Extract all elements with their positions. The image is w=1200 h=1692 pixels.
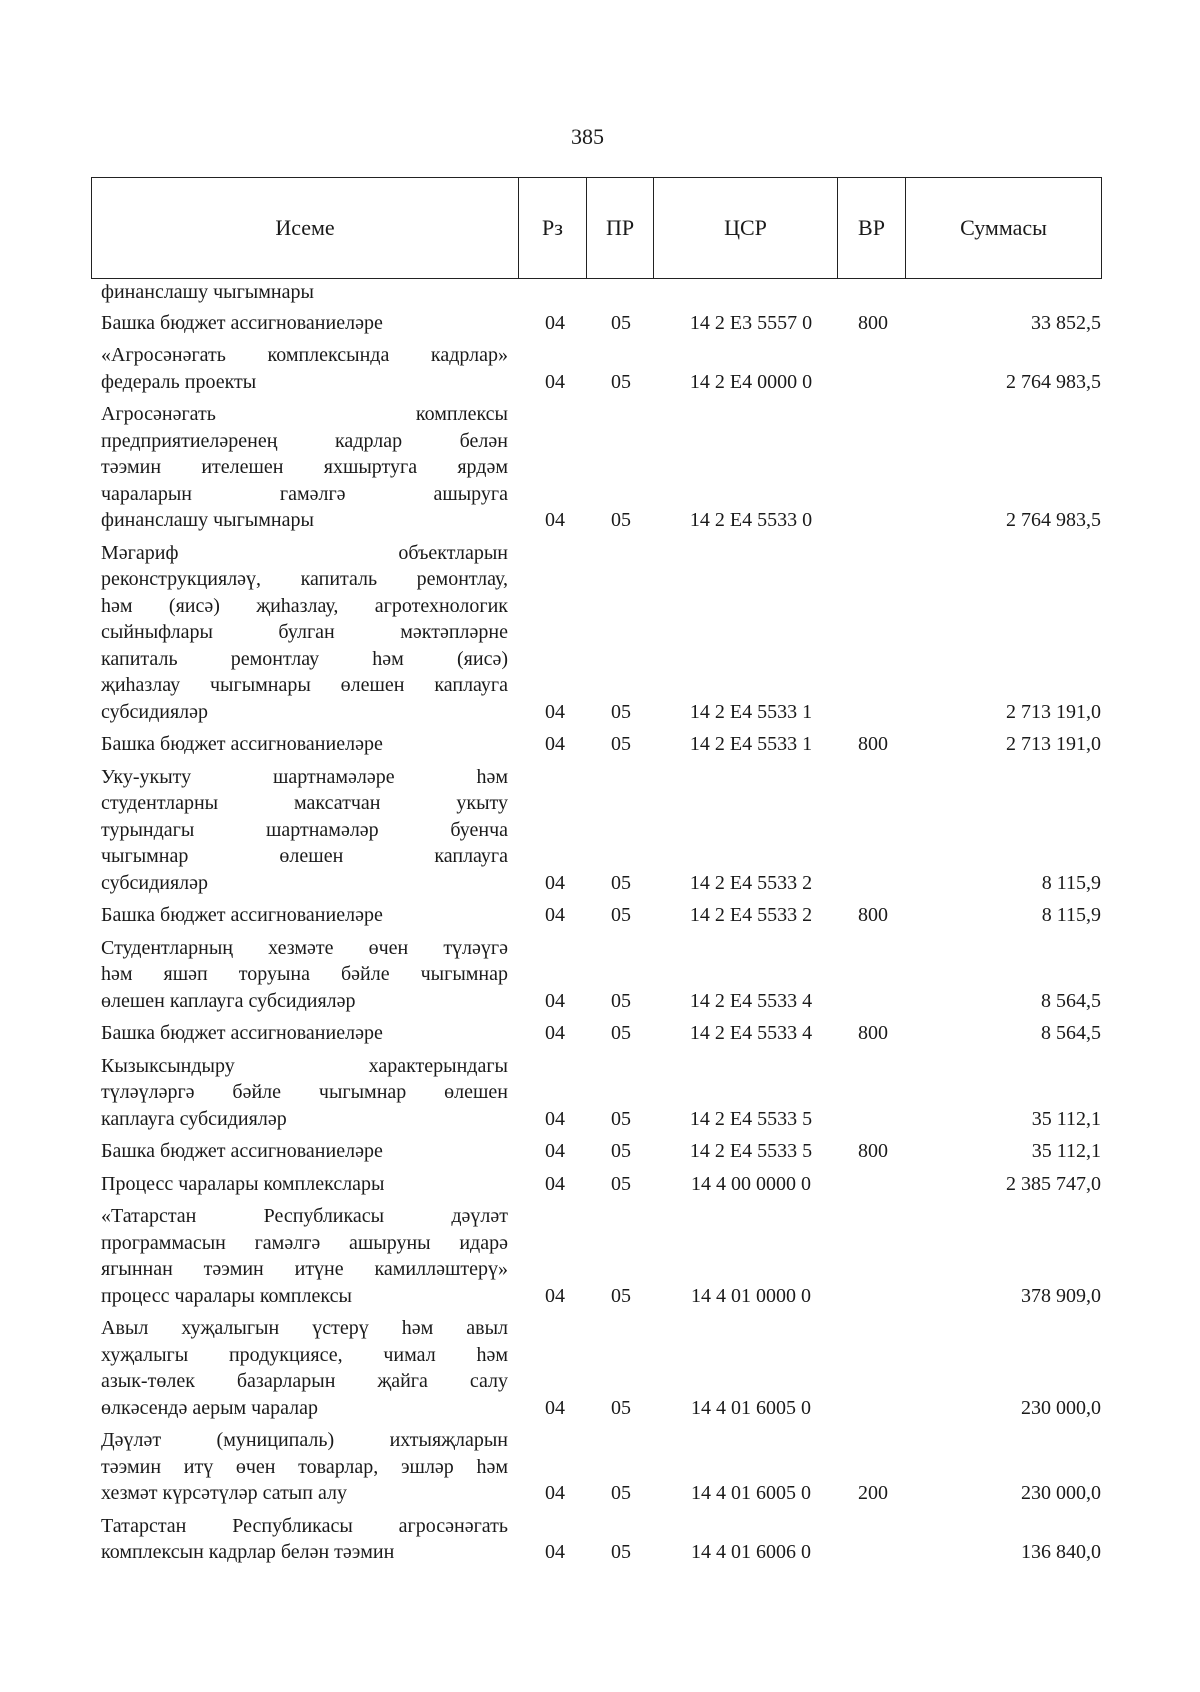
row-name-line: чыгымнар өлешен каплауга [101, 845, 508, 867]
row-rz: 04 [545, 1541, 565, 1563]
row-rz: 04 [545, 733, 565, 755]
row-name [101, 1513, 508, 1566]
row-rz: 04 [545, 311, 565, 334]
row-vr: 800 [858, 311, 888, 334]
row-sum: 2 713 191,0 [1006, 733, 1101, 755]
row-name [101, 1427, 508, 1507]
row-name-line: Башка бюджет ассигнованиеләре [101, 733, 383, 755]
row-name-line: студентларны максатчан укыту [101, 792, 508, 814]
row-name-line: түләүләргә бәйле чыгымнар өлешен [101, 1081, 508, 1103]
row-name-line: процесс чаралары комплексы [101, 1284, 352, 1307]
row-csr: 14 2 Е3 5557 0 [689, 311, 813, 334]
row-rz: 04 [545, 509, 565, 531]
row-pr: 05 [611, 1396, 631, 1419]
row-pr: 05 [611, 1541, 631, 1563]
table-row [101, 342, 1101, 395]
row-name [101, 764, 508, 897]
table-row [101, 731, 1101, 758]
row-csr: 14 2 Е4 5533 1 [689, 700, 813, 723]
row-name-line: финанслашу чыгымнары [101, 281, 314, 303]
row-sum: 230 000,0 [1021, 1482, 1101, 1504]
row-name-line: предприятиеләренең кадрлар белән [101, 429, 508, 452]
table-row [101, 540, 1101, 726]
row-sum: 2 385 747,0 [1006, 1172, 1101, 1195]
row-name-line: өлкәсендә аерым чаралар [101, 1396, 319, 1419]
row-name-line: Авыл хуҗалыгын үстерү һәм авыл [101, 1317, 508, 1339]
table-row [101, 764, 1101, 897]
row-name-line: һәм (яисә) җиһазлау, агротехнологик [101, 594, 508, 617]
row-name-line: Башка бюджет ассигнованиеләре [101, 1022, 383, 1044]
table-body [101, 279, 1101, 1572]
row-rz: 04 [545, 989, 565, 1012]
row-sum: 33 852,5 [1031, 311, 1101, 334]
row-name-line: Агросәнәгать комплексы [101, 403, 508, 425]
row-name-line: тәэмин итү өчен товарлар, эшләр һәм [101, 1455, 508, 1478]
table-row [101, 1053, 1101, 1133]
row-name-line: Татарстан Республикасы агросәнәгать [101, 1514, 508, 1537]
row-sum: 35 112,1 [1031, 1140, 1101, 1162]
row-rz: 04 [545, 1396, 565, 1419]
row-name-line: Башка бюджет ассигнованиеләре [101, 311, 383, 334]
row-csr: 14 2 Е4 5533 4 [689, 989, 813, 1012]
row-csr: 14 4 01 6005 0 [691, 1482, 811, 1504]
row-sum: 230 000,0 [1021, 1396, 1101, 1419]
page-number: 385 [571, 124, 604, 149]
row-csr: 14 2 Е4 5533 2 [689, 904, 813, 926]
row-sum: 8 564,5 [1041, 989, 1101, 1012]
row-pr: 05 [611, 509, 631, 531]
row-vr: 800 [858, 904, 888, 926]
row-rz: 04 [545, 1140, 565, 1162]
row-pr: 05 [611, 989, 631, 1012]
row-sum: 8 115,9 [1041, 871, 1101, 894]
row-sum: 35 112,1 [1031, 1107, 1101, 1130]
row-name-line: чараларын гамәлгә ашыруга [101, 482, 508, 505]
row-sum: 2 764 983,5 [1006, 370, 1101, 393]
row-name-line: хезмәт күрсәтүләр сатып алу [101, 1482, 347, 1504]
row-name [101, 1020, 508, 1047]
row-pr: 05 [611, 904, 631, 926]
row-vr: 800 [858, 1140, 888, 1162]
row-rz: 04 [545, 1172, 565, 1195]
table-row [101, 1171, 1101, 1198]
row-name [101, 342, 508, 395]
row-name-line: «Агросәнәгать комплексында кадрлар» [101, 344, 508, 366]
row-name-line: сыйныфлары булган мәктәпләрне [101, 621, 508, 643]
table-row [101, 1315, 1101, 1421]
table-row [101, 1513, 1101, 1566]
row-name-line: субсидияләр [101, 700, 209, 723]
row-name-line: һәм яшәп торуына бәйле чыгымнар [101, 963, 508, 985]
row-pr: 05 [611, 1107, 631, 1130]
row-name-line: Башка бюджет ассигнованиеләре [101, 904, 383, 926]
row-rz: 04 [545, 904, 565, 926]
row-name-line: азык-төлек базарларын җайга салу [101, 1370, 508, 1392]
row-name [101, 310, 508, 337]
row-pr: 05 [611, 700, 631, 723]
row-rz: 04 [545, 1022, 565, 1044]
table-row [101, 1203, 1101, 1309]
row-name-line: хуҗалыгы продукциясе, чимал һәм [101, 1343, 508, 1366]
header-vr: ВР [838, 178, 906, 278]
row-sum: 136 840,0 [1021, 1541, 1101, 1563]
row-name-line: Кызыксындыру характерындагы [101, 1054, 508, 1077]
table-row [101, 310, 1101, 337]
header-name: Исеме [92, 178, 519, 278]
table-row [101, 1020, 1101, 1047]
row-name-line: каплауга субсидияләр [101, 1107, 287, 1130]
row-name-line: турындагы шартнамәләр буенча [101, 818, 508, 841]
table-row [101, 279, 1101, 306]
row-name-line: субсидияләр [101, 871, 209, 894]
row-csr: 14 2 Е4 5533 2 [689, 871, 813, 894]
row-name-line: финанслашу чыгымнары [101, 509, 314, 531]
row-csr: 14 4 01 6006 0 [691, 1541, 811, 1563]
row-name-line: федераль проекты [101, 370, 257, 393]
row-name-line: өлешен каплауга субсидияләр [101, 989, 356, 1012]
row-name-line: комплексын кадрлар белән тәэмин [101, 1541, 395, 1563]
row-name-line: реконструкцияләү, капиталь ремонтлау, [101, 568, 508, 590]
header-rz: Рз [519, 178, 587, 278]
row-name [101, 1171, 508, 1198]
row-sum: 2 764 983,5 [1006, 509, 1101, 531]
row-name-line: Уку-укыту шартнамәләре һәм [101, 765, 508, 788]
row-name-line: җиһазлау чыгымнары өлешен каплауга [101, 674, 508, 696]
row-name [101, 1138, 508, 1165]
row-name [101, 540, 508, 726]
row-rz: 04 [545, 1482, 565, 1504]
table-row [101, 1138, 1101, 1165]
row-name [101, 935, 508, 1015]
row-sum: 8 115,9 [1041, 904, 1101, 926]
row-name-line: Башка бюджет ассигнованиеләре [101, 1140, 383, 1162]
row-pr: 05 [611, 1140, 631, 1162]
row-name-line: ягыннан тәэмин итүне камилләштерү» [101, 1258, 508, 1280]
row-pr: 05 [611, 311, 631, 334]
row-csr: 14 4 01 0000 0 [691, 1284, 811, 1307]
table-row [101, 935, 1101, 1015]
row-name-line: тәэмин ителешен яхшыртуга ярдәм [101, 456, 508, 478]
row-name-line: «Татарстан Республикасы дәүләт [101, 1205, 508, 1227]
row-rz: 04 [545, 370, 565, 393]
row-name [101, 1203, 508, 1309]
row-sum: 378 909,0 [1021, 1284, 1101, 1307]
row-vr: 800 [858, 1022, 888, 1044]
row-rz: 04 [545, 1107, 565, 1130]
header-csr: ЦСР [654, 178, 838, 278]
row-csr: 14 2 Е4 5533 4 [689, 1022, 813, 1044]
row-name [101, 1053, 508, 1133]
row-csr: 14 2 Е4 5533 1 [689, 733, 813, 755]
row-rz: 04 [545, 1284, 565, 1307]
row-csr: 14 4 00 0000 0 [691, 1172, 811, 1195]
row-name-line: Процесс чаралары комплекслары [101, 1172, 385, 1195]
table-row [101, 1427, 1101, 1507]
header-pr: ПР [587, 178, 654, 278]
row-csr: 14 2 Е4 0000 0 [689, 370, 813, 393]
row-sum: 2 713 191,0 [1006, 700, 1101, 723]
row-rz: 04 [545, 871, 565, 894]
table-row [101, 902, 1101, 929]
row-pr: 05 [611, 1022, 631, 1044]
row-pr: 05 [611, 1284, 631, 1307]
header-sum: Суммасы [960, 215, 1047, 240]
row-csr: 14 2 Е4 5533 5 [689, 1140, 813, 1162]
row-name-line: капиталь ремонтлау һәм (яисә) [101, 647, 508, 670]
row-csr: 14 2 Е4 5533 0 [689, 509, 813, 531]
row-vr: 800 [858, 733, 888, 755]
row-name [101, 902, 508, 929]
row-csr: 14 2 Е4 5533 5 [689, 1107, 813, 1130]
row-name-line: Дәүләт (муниципаль) ихтыяҗларын [101, 1429, 508, 1451]
row-name [101, 731, 508, 758]
row-rz: 04 [545, 700, 565, 723]
row-name-line: программасын гамәлгә ашыруны идарә [101, 1231, 508, 1254]
row-pr: 05 [611, 1482, 631, 1504]
row-name-line: Мәгариф объектларын [101, 541, 508, 564]
row-name [101, 279, 508, 306]
row-pr: 05 [611, 1172, 631, 1195]
row-pr: 05 [611, 370, 631, 393]
row-name [101, 1315, 508, 1421]
row-name-line: Студентларның хезмәте өчен түләүгә [101, 936, 508, 959]
row-sum: 8 564,5 [1041, 1022, 1101, 1044]
row-pr: 05 [611, 871, 631, 894]
row-pr: 05 [611, 733, 631, 755]
row-csr: 14 4 01 6005 0 [691, 1396, 811, 1419]
row-vr: 200 [858, 1482, 888, 1504]
table-row [101, 401, 1101, 534]
table-header [91, 177, 1102, 279]
row-name [101, 401, 508, 534]
